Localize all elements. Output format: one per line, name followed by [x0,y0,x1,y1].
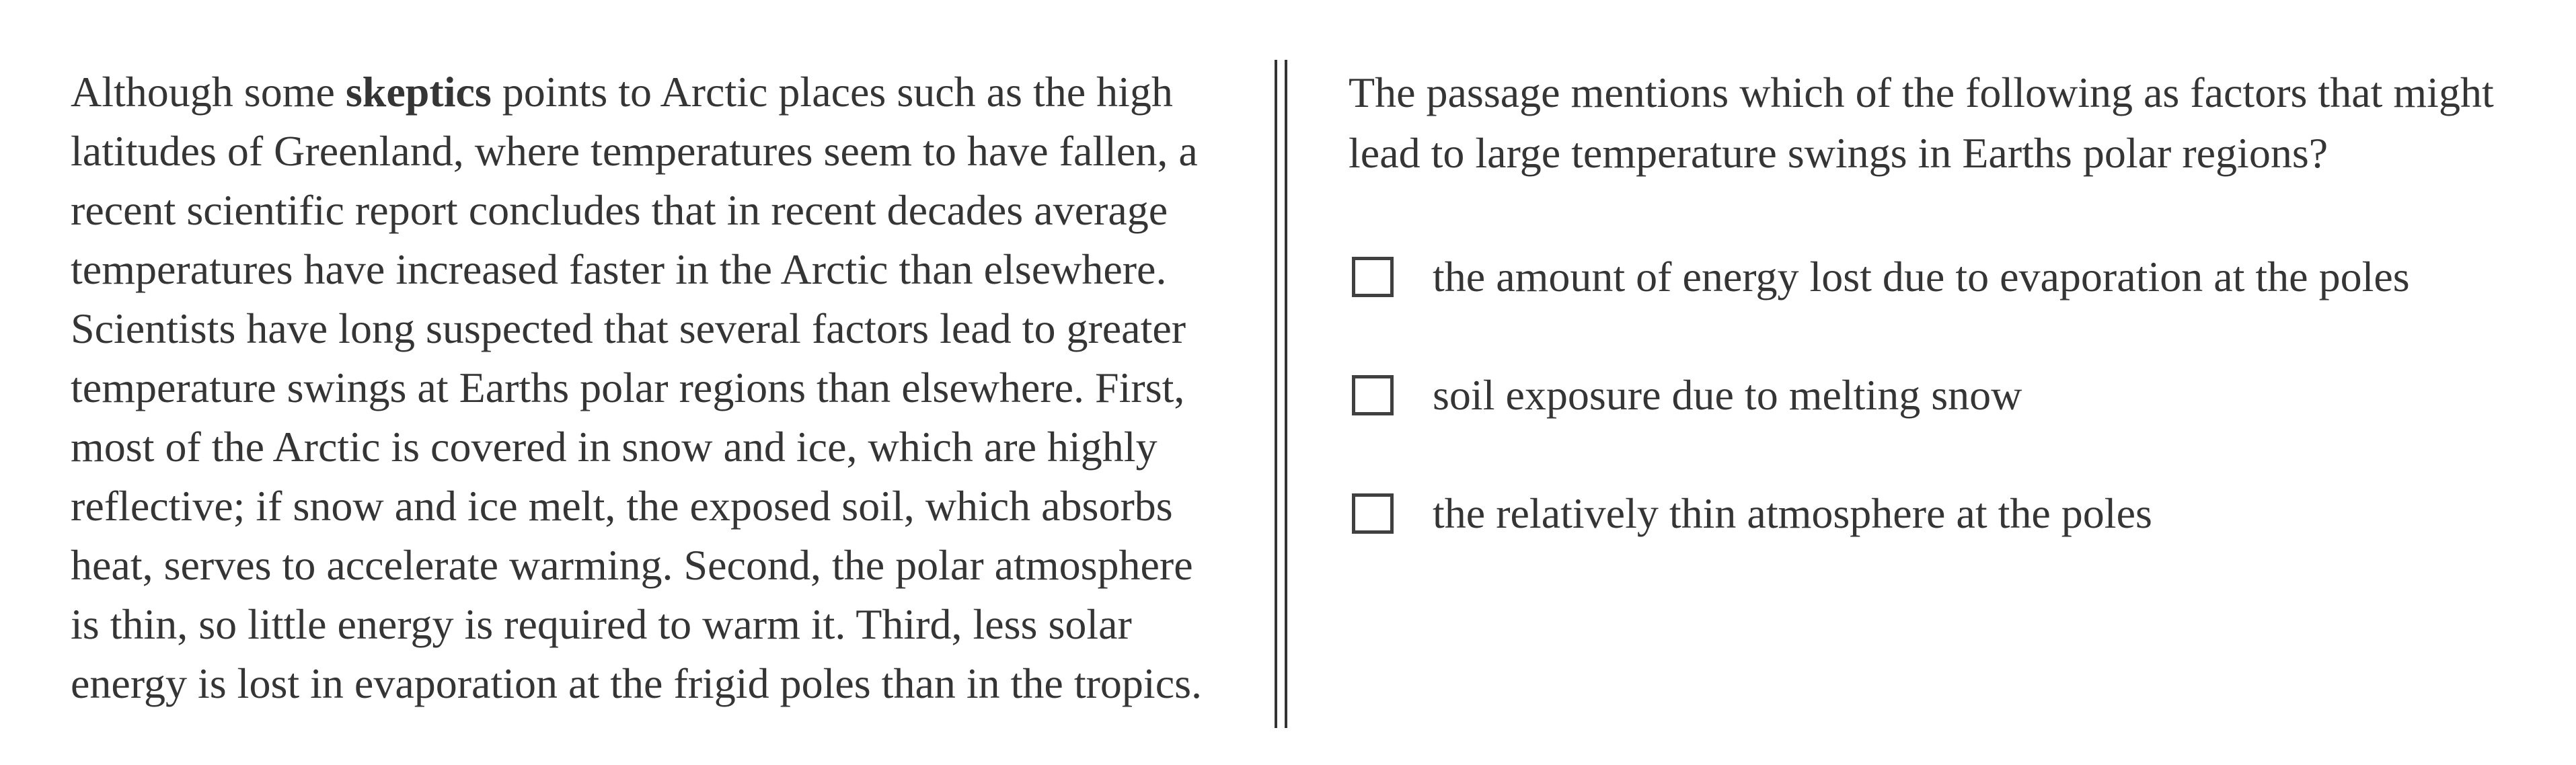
answer-option-3[interactable] [1352,489,2410,538]
question-pane [1349,63,2519,184]
answer-checkbox-3[interactable] [1352,493,1394,534]
answer-option-2[interactable] [1352,371,2410,419]
answer-option-1-label: the amount of energy lost due to evaporation at the poles [1433,253,2410,300]
answer-options-list [1352,253,2410,538]
answer-checkbox-2[interactable] [1352,375,1394,415]
answer-option-3-label: the relatively thin atmosphere at the poles [1433,489,2152,537]
passage-bold-term: skeptics [345,68,492,116]
column-divider [1275,60,1287,728]
passage-text-before-bold: Although some [71,68,346,116]
question-text: The passage mentions which of the following as factors that might lead to large temperature swings in Earths polar regions? [1349,69,2494,177]
passage-pane [71,63,1204,713]
answer-checkbox-1[interactable] [1352,257,1394,297]
answer-option-1[interactable] [1352,253,2410,301]
passage-text [71,63,1204,713]
passage-text-after-bold: points to Arctic places such as the high latitudes of Greenland, where temperatures seem to have fallen, a recent scientific report concludes that in recent decades average temperatures have increased faster in the Arctic than elsewhere. Scientists have long suspected that several factors lead to greater temperature swings at Earths polar regions than elsewhere. First, most of the Arctic is covered in snow and ice, which are highly reflective; if snow and ice melt, the exposed soil, which absorbs heat, serves to accelerate warming. Second, the polar atmosphere is thin, so little energy is required to warm it. Third, less solar energy is lost in evaporation at the frigid poles than in the tropics. [71,68,1202,707]
answer-option-2-label: soil exposure due to melting snow [1433,371,2022,419]
